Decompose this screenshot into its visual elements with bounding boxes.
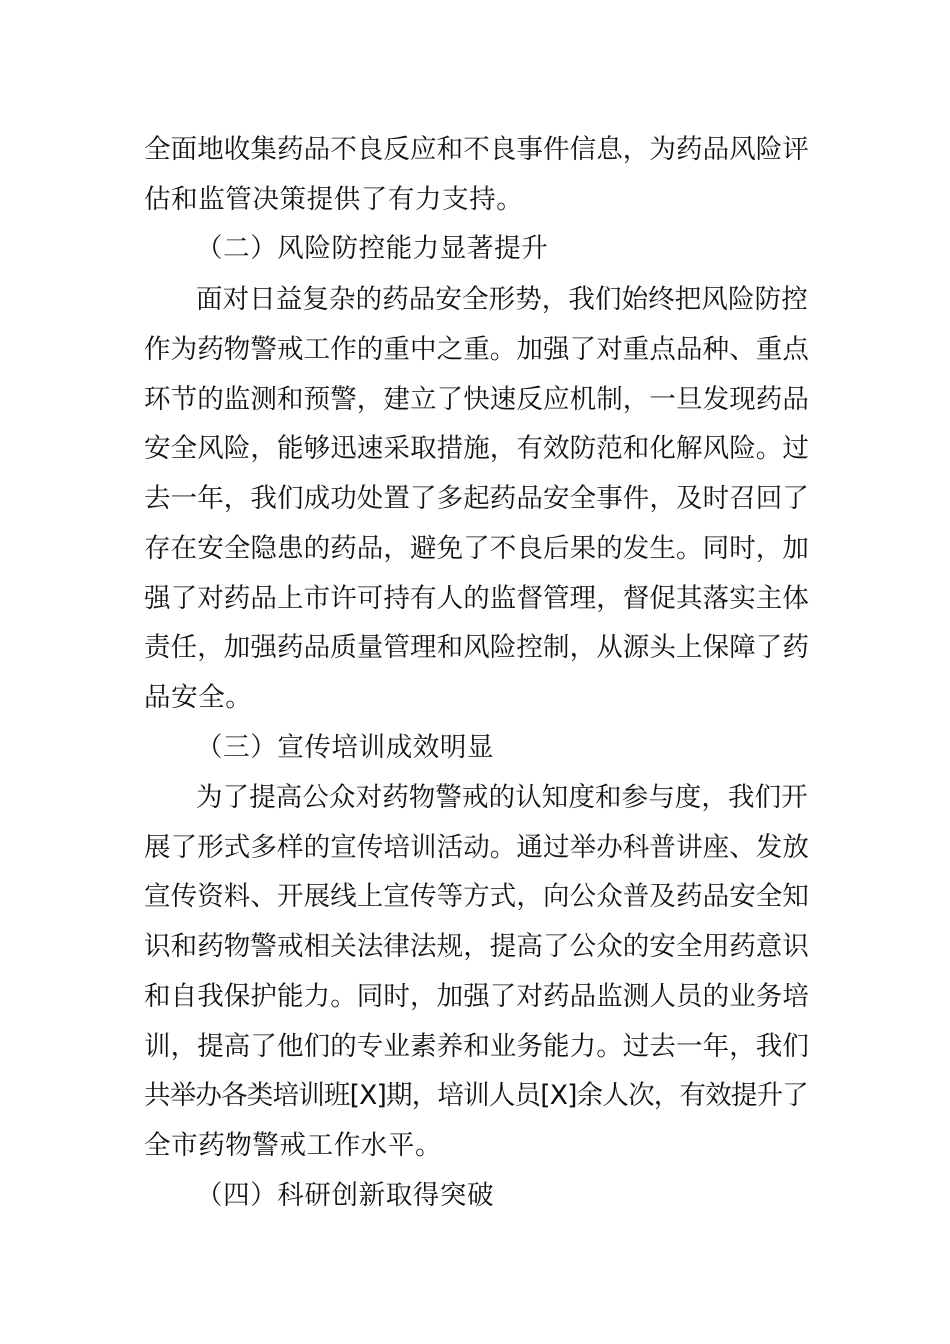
- paragraph-line: 宣传资料、开展线上宣传等方式，向公众普及药品安全知: [144, 881, 809, 912]
- paragraph-line: 展了形式多样的宣传培训活动。通过举办科普讲座、发放: [144, 832, 809, 863]
- paragraph-line: 全市药物警戒工作水平。: [144, 1130, 443, 1161]
- paragraph-line: 去一年，我们成功处置了多起药品安全事件，及时召回了: [144, 483, 809, 514]
- paragraph-line: 品安全。: [144, 682, 253, 713]
- paragraph-line: 作为药物警戒工作的重中之重。加强了对重点品种、重点: [144, 334, 809, 365]
- paragraph-line: 训，提高了他们的专业素养和业务能力。过去一年，我们: [144, 1031, 809, 1062]
- paragraph-line: 面对日益复杂的药品安全形势，我们始终把风险防控: [196, 284, 808, 315]
- paragraph-line: 存在安全隐患的药品，避免了不良后果的发生。同时，加: [144, 533, 809, 564]
- paragraph-line: 安全风险，能够迅速采取措施，有效防范和化解风险。过: [144, 433, 809, 464]
- paragraph-line: 环节的监测和预警，建立了快速反应机制，一旦发现药品: [144, 384, 809, 415]
- paragraph-line: 责任，加强药品质量管理和风险控制，从源头上保障了药: [144, 632, 809, 663]
- paragraph-line: 共举办各类培训班[X]期，培训人员[X]余人次，有效提升了: [144, 1080, 808, 1111]
- paragraph-line: 为了提高公众对药物警戒的认知度和参与度，我们开: [196, 782, 808, 813]
- section-heading-3: （三）宣传培训成效明显: [196, 732, 495, 763]
- section-heading-4: （四）科研创新取得突破: [196, 1180, 495, 1211]
- section-heading-2: （二）风险防控能力显著提升: [196, 233, 549, 264]
- paragraph-line: 全面地收集药品不良反应和不良事件信息，为药品风险评: [144, 134, 809, 165]
- paragraph-line: 强了对药品上市许可持有人的监督管理，督促其落实主体: [144, 583, 809, 614]
- paragraph-line: 估和监管决策提供了有力支持。: [144, 184, 524, 215]
- paragraph-line: 和自我保护能力。同时，加强了对药品监测人员的业务培: [144, 981, 809, 1012]
- paragraph-line: 识和药物警戒相关法律法规，提高了公众的安全用药意识: [144, 931, 809, 962]
